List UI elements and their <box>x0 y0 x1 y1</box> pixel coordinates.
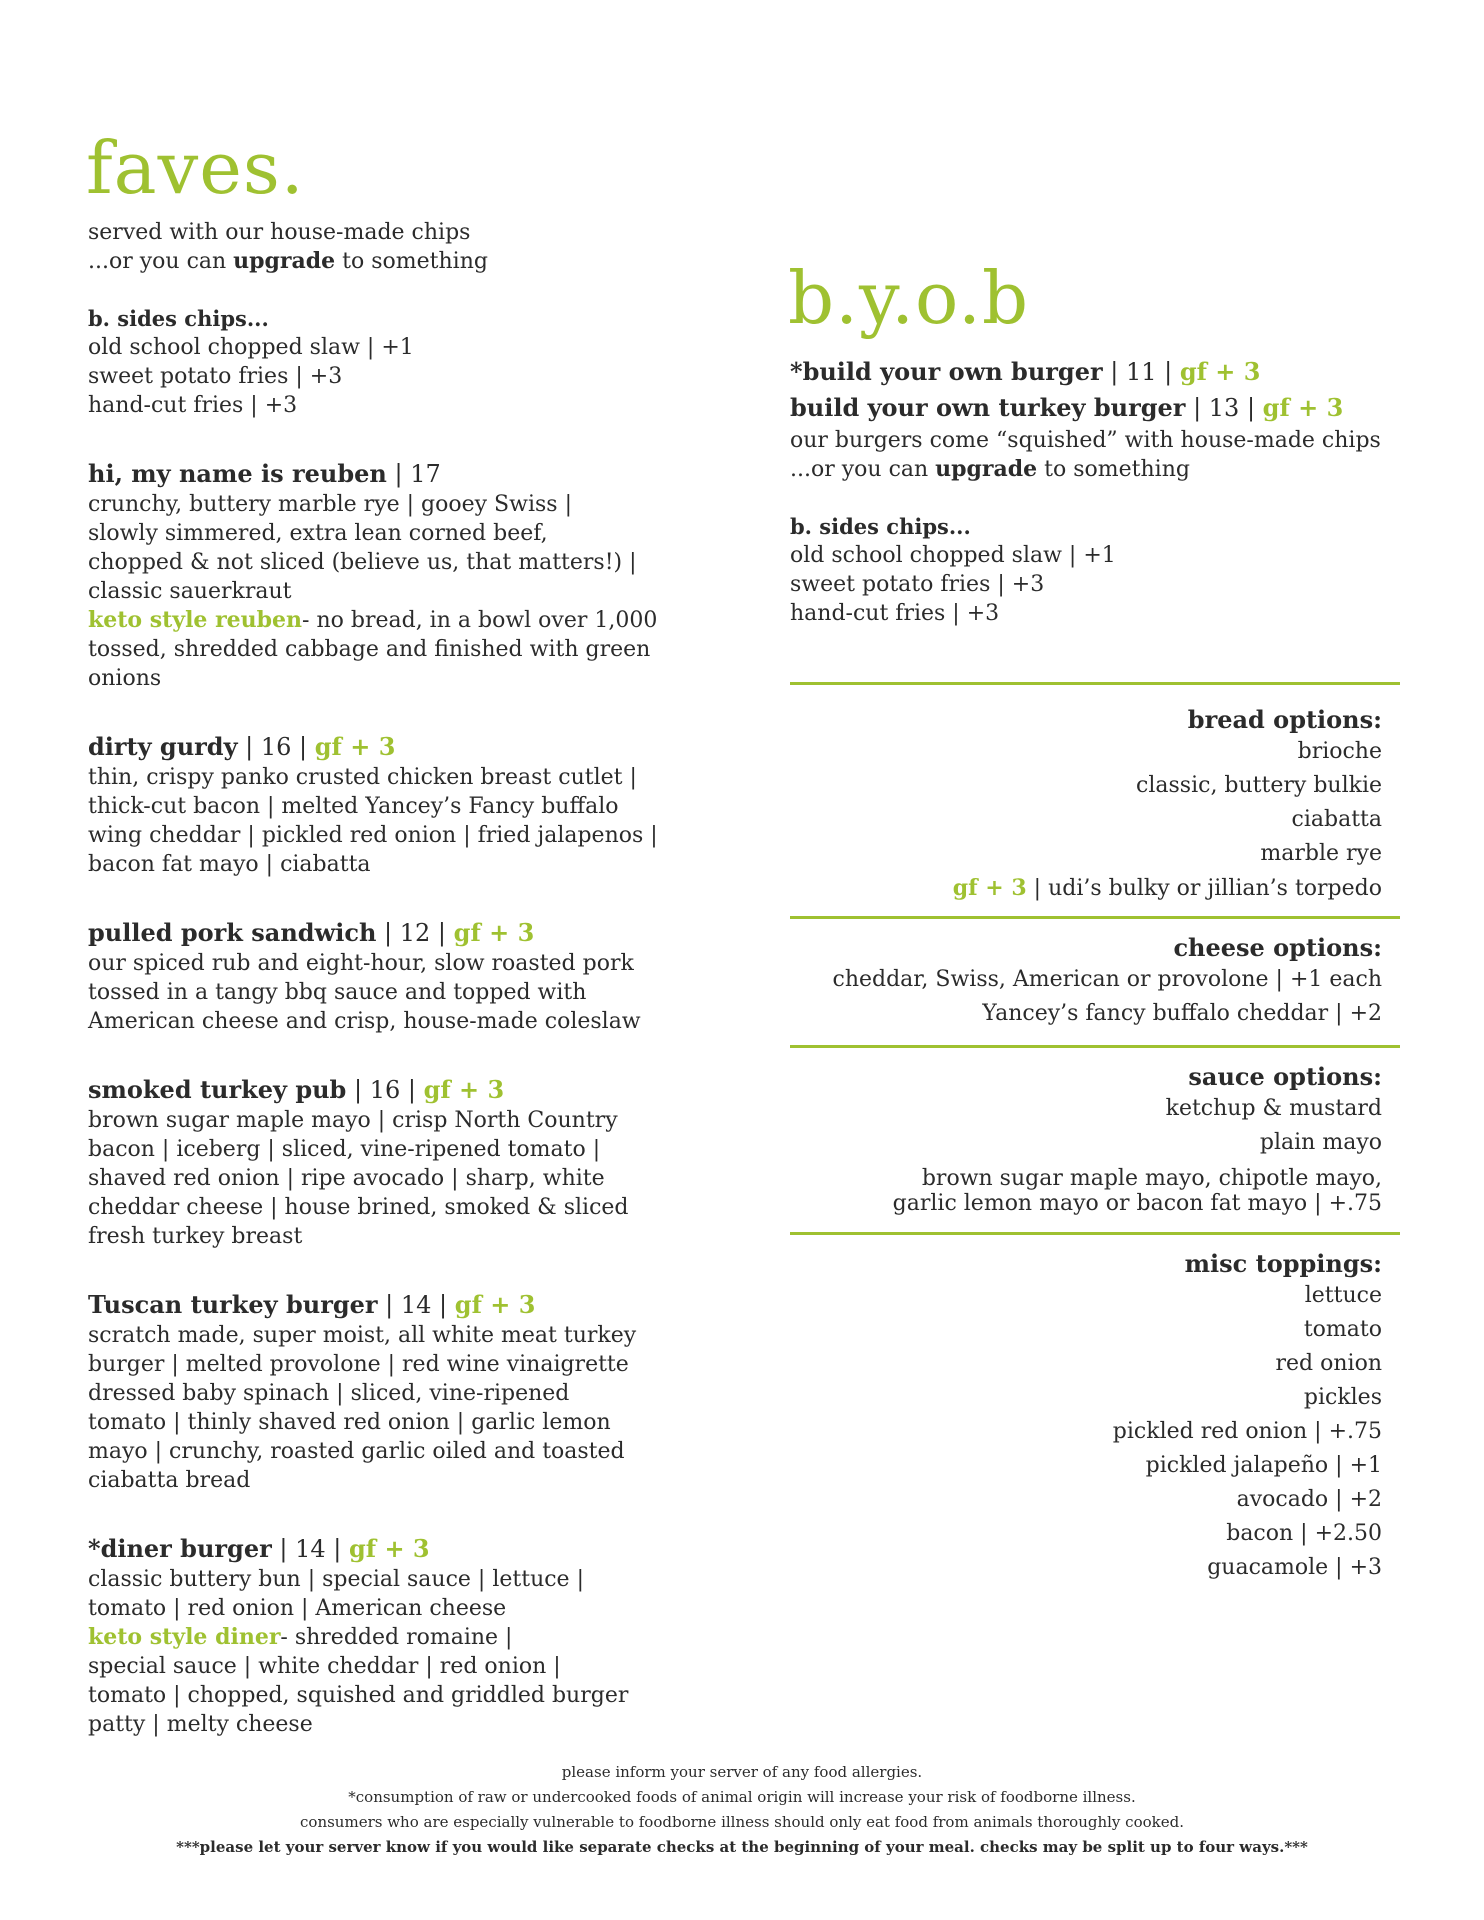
tuscan-desc: scratch made, super moist, all white meat turkey <box>88 1323 637 1348</box>
diner-keto-desc: patty | melty cheese <box>88 1712 313 1737</box>
reuben-desc: classic sauerkraut <box>88 579 292 604</box>
diner-keto <box>88 1623 708 1652</box>
bread-item: brioche <box>1297 739 1382 764</box>
diner-gf-badge: gf + 3 <box>348 1534 430 1563</box>
keto-reuben-label: keto style reuben <box>88 607 303 633</box>
faves-title: faves. <box>86 126 305 210</box>
misc-item: bacon | +2.50 <box>1226 1521 1382 1546</box>
reuben-keto-desc: onions <box>88 666 162 691</box>
faves-intro-2 <box>88 247 708 276</box>
separate-checks-notice: ***please let your server know if you would like separate checks at the beginning of your meal. checks may be split up to four ways.*** <box>176 1838 1308 1856</box>
cheese-options <box>790 919 1400 1045</box>
faves-sides-heading: b. sides chips... <box>88 306 269 331</box>
intro-pre: ...or you can <box>88 249 234 274</box>
tuscan-price: | 14 | <box>377 1291 455 1319</box>
misc-item: avocado | +2 <box>1236 1487 1382 1512</box>
pork-desc: tossed in a tangy bbq sauce and topped with <box>88 980 587 1005</box>
faves-intro-1: served with our house-made chips <box>88 220 471 245</box>
faves-side-item: old school chopped slaw | +1 <box>88 335 414 360</box>
diner-keto-desc: tomato | chopped, squished and griddled burger <box>88 1683 629 1708</box>
cheese-item: Yancey’s fancy buffalo cheddar | +2 <box>982 1001 1382 1026</box>
byob-title: b.y.o.b <box>788 256 1030 340</box>
byob-side-item: hand-cut fries | +3 <box>790 601 1000 626</box>
bread-item: ciabatta <box>1291 807 1382 832</box>
faves-column <box>86 126 708 1739</box>
bread-gf-text: | udi’s bulky or jillian’s torpedo <box>1026 876 1382 901</box>
intro-bold: upgrade <box>935 456 1038 482</box>
footer-notices <box>0 1760 1484 1860</box>
bread-item: marble rye <box>1260 841 1382 866</box>
pork-title <box>88 917 708 949</box>
misc-item: red onion <box>1275 1351 1382 1376</box>
diner-price: | 14 | <box>271 1535 349 1563</box>
pork-desc: our spiced rub and eight-hour, slow roasted pork <box>88 951 634 976</box>
tuscan-gf-badge: gf + 3 <box>454 1290 536 1319</box>
pork-name: pulled pork sandwich <box>88 918 377 947</box>
turkey-pub-desc: brown sugar maple mayo | crisp North Country <box>88 1108 618 1133</box>
diner-desc: tomato | red onion | American cheese <box>88 1596 507 1621</box>
bread-heading: bread options: <box>1187 705 1382 734</box>
byob-turkey-name: build your own turkey burger <box>790 393 1186 422</box>
bread-options <box>790 685 1400 916</box>
byob-turkey-gf-badge: gf + 3 <box>1262 393 1344 422</box>
faves-side-item: sweet potato fries | +3 <box>88 364 343 389</box>
byob-intro-1: our burgers come “squished” with house-made chips <box>790 428 1381 453</box>
misc-item: lettuce <box>1304 1283 1382 1308</box>
turkey-pub-price: | 16 | <box>346 1076 424 1104</box>
misc-item: pickled red onion | +.75 <box>1112 1419 1382 1444</box>
intro-post: to something <box>1037 457 1190 482</box>
turkey-pub-gf-badge: gf + 3 <box>423 1075 505 1104</box>
reuben-title <box>88 458 708 490</box>
tuscan-desc: tomato | thinly shaved red onion | garlic lemon <box>88 1410 611 1435</box>
intro-pre: ...or you can <box>790 457 936 482</box>
bread-item: classic, buttery bulkie <box>1136 773 1382 798</box>
diner-title <box>88 1533 708 1565</box>
reuben-name: hi, my name is reuben <box>88 459 387 488</box>
bread-gf-item <box>790 871 1382 906</box>
sauce-item: ketchup & mustard <box>1165 1096 1382 1121</box>
keto-diner-label: keto style diner <box>88 1624 281 1650</box>
byob-star: * <box>790 357 803 386</box>
faves-side-item: hand-cut fries | +3 <box>88 393 298 418</box>
pork-price: | 12 | <box>376 919 454 947</box>
diner-keto-desc: special sauce | white cheddar | red onion | <box>88 1654 561 1679</box>
byob-intro-2 <box>790 455 1400 484</box>
misc-item: pickled jalapeño | +1 <box>1145 1453 1382 1478</box>
byob-side-item: old school chopped slaw | +1 <box>790 543 1116 568</box>
byob-burger-name: build your own burger <box>802 357 1103 386</box>
sauce-options <box>790 1048 1400 1232</box>
misc-toppings <box>790 1235 1400 1585</box>
tuscan-name: Tuscan turkey burger <box>88 1290 378 1319</box>
turkey-pub-desc: fresh turkey breast <box>88 1224 303 1249</box>
bread-gf-badge: gf + 3 <box>952 875 1027 901</box>
gurdy-name: dirty gurdy <box>88 732 238 761</box>
gurdy-desc: thick-cut bacon | melted Yancey’s Fancy buffalo <box>88 794 619 819</box>
turkey-pub-title <box>88 1074 708 1106</box>
raw-food-notice: *consumption of raw or undercooked foods of animal origin will increase your risk of foodborne illness. <box>348 1788 1136 1806</box>
cheese-item: cheddar, Swiss, American or provolone | +1 each <box>832 967 1382 992</box>
sauce-item: plain mayo <box>1259 1130 1382 1155</box>
byob-burger-price: | 11 | <box>1102 358 1180 386</box>
pork-desc: American cheese and crisp, house-made coleslaw <box>88 1009 641 1034</box>
turkey-pub-desc: cheddar cheese | house brined, smoked & sliced <box>88 1195 629 1220</box>
misc-item: pickles <box>1303 1385 1382 1410</box>
turkey-pub-desc: bacon | iceberg | sliced, vine-ripened tomato | <box>88 1137 601 1162</box>
diner-star: * <box>88 1534 101 1563</box>
byob-turkey-price: | 13 | <box>1185 394 1263 422</box>
vulnerable-notice: consumers who are especially vulnerable to foodborne illness should only eat food from animals thoroughly cooked. <box>300 1813 1184 1831</box>
gurdy-desc: wing cheddar | pickled red onion | fried jalapenos | <box>88 823 658 848</box>
diner-name: diner burger <box>100 1534 272 1563</box>
tuscan-title <box>88 1289 708 1321</box>
turkey-pub-name: smoked turkey pub <box>88 1075 347 1104</box>
sauce-item: garlic lemon mayo or bacon fat mayo | +.75 <box>892 1191 1382 1216</box>
tuscan-desc: dressed baby spinach | sliced, vine-ripened <box>88 1381 570 1406</box>
turkey-pub-desc: shaved red onion | ripe avocado | sharp, white <box>88 1166 605 1191</box>
pork-gf-badge: gf + 3 <box>453 918 535 947</box>
sauce-item: brown sugar maple mayo, chipotle mayo, <box>921 1166 1382 1191</box>
byob-burger <box>790 354 1400 390</box>
gurdy-desc: bacon fat mayo | ciabatta <box>88 852 371 877</box>
diner-desc: classic buttery bun | special sauce | lettuce | <box>88 1567 584 1592</box>
allergy-notice: please inform your server of any food allergies. <box>561 1763 923 1781</box>
intro-bold: upgrade <box>233 248 336 274</box>
keto-reuben-desc: - no bread, in a bowl over 1,000 <box>302 608 658 633</box>
misc-heading: misc toppings: <box>1184 1249 1382 1278</box>
reuben-keto-desc: tossed, shredded cabbage and finished with green <box>88 637 651 662</box>
byob-sides-heading: b. sides chips... <box>790 514 971 539</box>
byob-column <box>788 256 1400 1585</box>
byob-burger-gf-badge: gf + 3 <box>1179 357 1261 386</box>
gurdy-gf-badge: gf + 3 <box>314 732 396 761</box>
byob-side-item: sweet potato fries | +3 <box>790 572 1045 597</box>
reuben-desc: crunchy, buttery marble rye | gooey Swiss | <box>88 492 572 517</box>
reuben-price: | 17 <box>386 460 441 488</box>
tuscan-desc: burger | melted provolone | red wine vinaigrette <box>88 1352 629 1377</box>
gurdy-price: | 16 | <box>237 733 315 761</box>
keto-diner-desc: - shredded romaine | <box>280 1625 513 1650</box>
gurdy-title <box>88 731 708 763</box>
tuscan-desc: mayo | crunchy, roasted garlic oiled and toasted <box>88 1439 625 1464</box>
cheese-heading: cheese options: <box>1173 933 1382 962</box>
reuben-desc: slowly simmered, extra lean corned beef, <box>88 521 548 546</box>
reuben-keto <box>88 606 708 635</box>
byob-turkey-burger <box>790 390 1400 426</box>
misc-item: guacamole | +3 <box>1207 1555 1382 1580</box>
gurdy-desc: thin, crispy panko crusted chicken breast cutlet | <box>88 765 637 790</box>
reuben-desc: chopped & not sliced (believe us, that matters!) | <box>88 550 637 575</box>
sauce-heading: sauce options: <box>1188 1062 1382 1091</box>
intro-post: to something <box>335 249 488 274</box>
tuscan-desc: ciabatta bread <box>88 1468 251 1493</box>
misc-item: tomato <box>1303 1317 1382 1342</box>
